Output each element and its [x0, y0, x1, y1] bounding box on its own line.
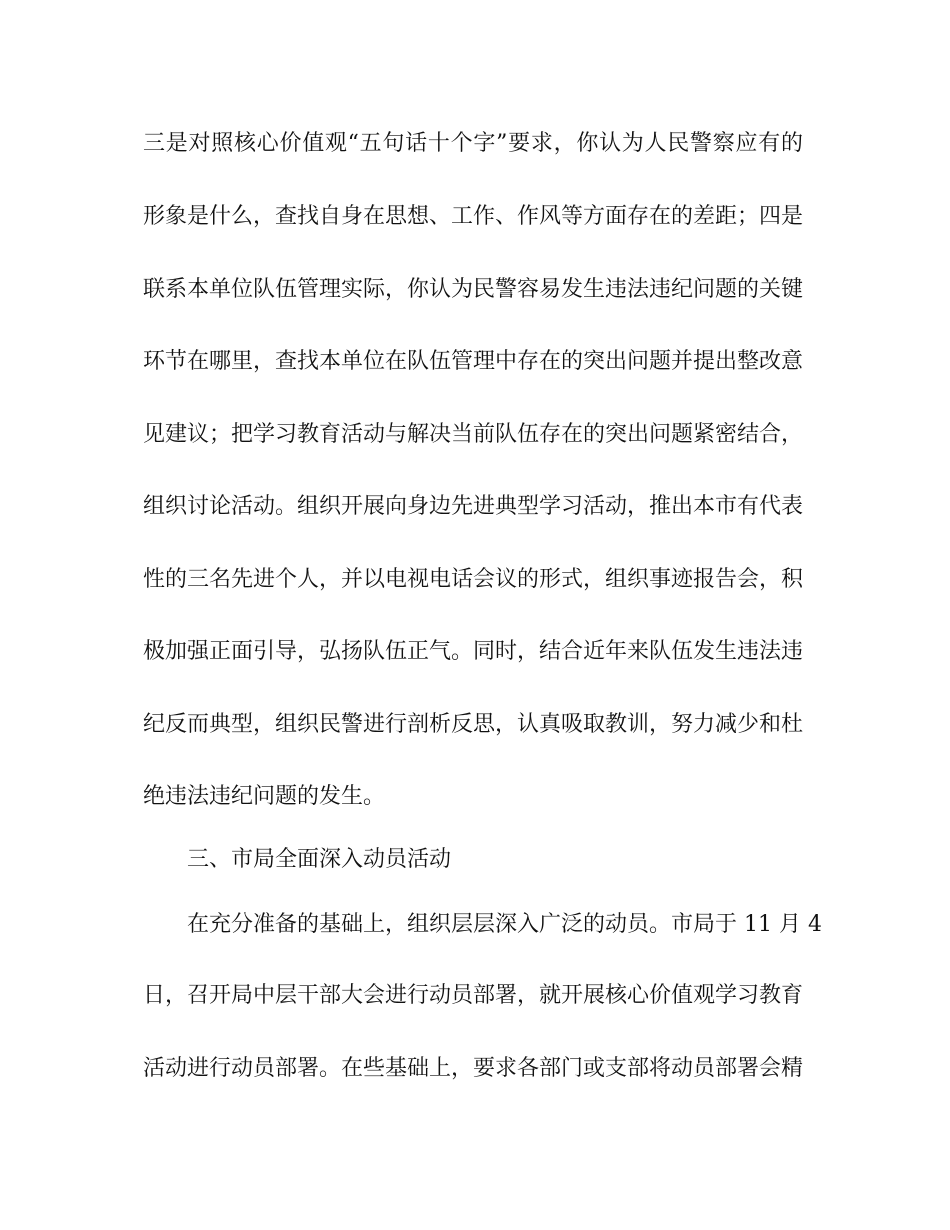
paragraph-line: 见建议；把学习教育活动与解决当前队伍存在的突出问题紧密结合， [143, 422, 804, 447]
paragraph-line: 绝违法违纪问题的发生。 [143, 784, 386, 809]
paragraph-line: 纪反而典型，组织民警进行剖析反思，认真吸取教训，努力减少和杜 [143, 712, 804, 737]
paragraph-line: 性的三名先进个人，并以电视电话会议的形式，组织事迹报告会，积 [143, 567, 804, 592]
paragraph-line: 形象是什么，查找自身在思想、工作、作风等方面存在的差距；四是 [143, 204, 804, 229]
paragraph-line: 极加强正面引导，弘扬队伍正气。同时，结合近年来队伍发生违法违 [143, 639, 804, 664]
paragraph-line: 环节在哪里，查找本单位在队伍管理中存在的突出问题并提出整改意 [143, 349, 804, 374]
paragraph-line: 三是对照核心价值观“五句话十个字”要求，你认为人民警察应有的 [143, 131, 803, 156]
section-heading: 三、市局全面深入动员活动 [187, 847, 452, 872]
paragraph-line: 在充分准备的基础上，组织层层深入广泛的动员。市局于 11 月 4 [187, 912, 822, 937]
paragraph-line: 日，召开局中层干部大会进行动员部署，就开展核心价值观学习教育 [143, 983, 804, 1008]
paragraph-line: 活动进行动员部署。在些基础上，要求各部门或支部将动员部署会精 [143, 1056, 804, 1081]
paragraph-line: 联系本单位队伍管理实际，你认为民警容易发生违法违纪问题的关键 [143, 277, 804, 302]
paragraph-line: 组织讨论活动。组织开展向身边先进典型学习活动，推出本市有代表 [143, 494, 804, 519]
